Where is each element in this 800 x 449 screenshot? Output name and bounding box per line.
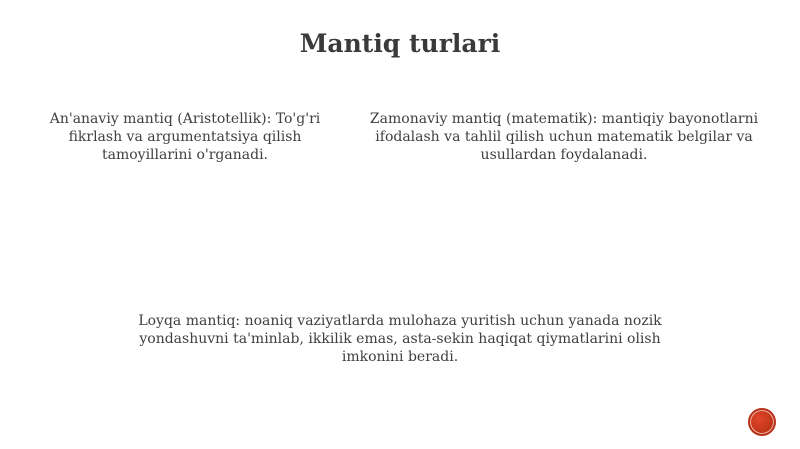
traditional-logic-text: An'anaviy mantiq (Aristotellik): To'g'ri fikrlash va argumentatsiya qilish tamoyillarini o'rganadi. (49, 111, 321, 163)
circle-button-icon[interactable] (748, 408, 776, 436)
modern-logic-text: Zamonaviy mantiq (matematik): mantiqiy bayonotlarni ifodalash va tahlil qilish uchun matematik belgilar va usullardan foydalanadi. (369, 111, 759, 163)
fuzzy-logic-text: Loyqa mantiq: noaniq vaziyatlarda mulohaza yuritish uchun yanada nozik yondashuvni ta'minlab, ikkilik emas, asta-sekin haqiqat qiymatlarini olish imkonini beradi. (138, 313, 662, 365)
slide-title: Mantiq turlari (299, 29, 501, 58)
